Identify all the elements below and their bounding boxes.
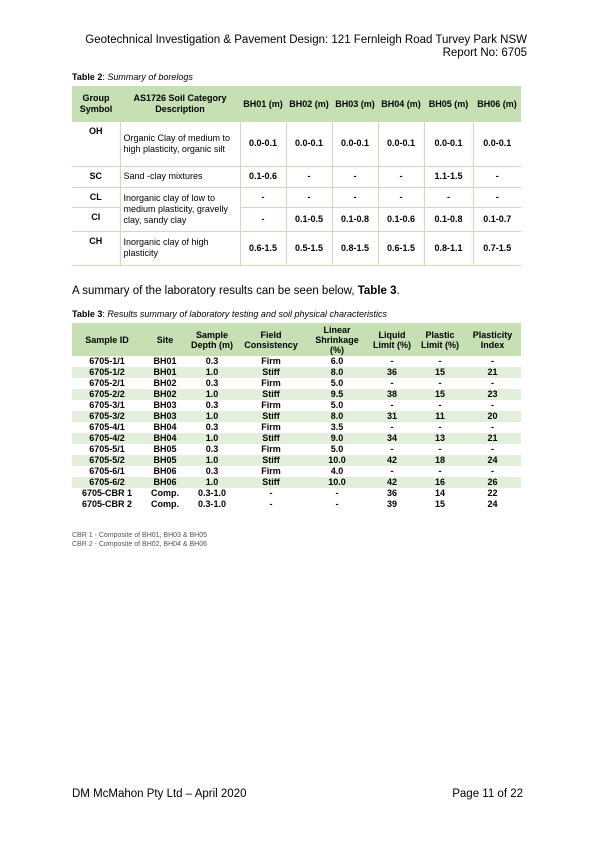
sample-id: 6705-5/2	[72, 455, 142, 466]
table-row	[72, 389, 521, 400]
sample-id: 6705-1/1	[89, 356, 125, 366]
field-consistency: -	[269, 488, 273, 498]
sample-depth: 0.3	[205, 444, 219, 454]
plasticity-index: 24	[487, 499, 498, 509]
table2-header: BH04 (m)	[378, 86, 424, 122]
borelog-summary-table	[72, 86, 521, 266]
linear-shrinkage: -	[335, 488, 339, 498]
liquid-limit: -	[390, 444, 394, 454]
depth-cell: 0.1-0.6	[240, 166, 286, 187]
sample-depth: 0.3-1.0	[197, 499, 227, 509]
table2-header: Group Symbol	[72, 86, 120, 122]
sample-id: 6705-2/1	[89, 378, 125, 388]
depth-cell: 0.0-0.1	[332, 122, 378, 166]
soil-description: Sand -clay mixtures	[120, 166, 240, 187]
site: BH04	[142, 433, 188, 444]
sample-id: 6705-5/1	[89, 444, 125, 454]
table3-header-row	[72, 323, 521, 356]
liquid-limit: -	[390, 422, 394, 432]
site: BH06	[153, 466, 177, 476]
soil-description: Inorganic clay of high plasticity	[120, 231, 240, 265]
plastic-limit: 15	[434, 499, 445, 509]
site: Comp.	[151, 488, 179, 498]
plasticity-index: 23	[464, 389, 521, 400]
sample-id: 6705-3/2	[72, 411, 142, 422]
depth-cell: -	[286, 166, 332, 187]
linear-shrinkage: 10.0	[306, 455, 368, 466]
plastic-limit: 14	[434, 488, 445, 498]
field-consistency: Firm	[261, 466, 281, 476]
depth-cell: -	[424, 187, 473, 207]
plastic-limit: 11	[416, 411, 464, 422]
depth-cell: 0.1-0.6	[378, 207, 424, 231]
depth-cell: -	[332, 166, 378, 187]
sample-depth: 0.3	[205, 422, 219, 432]
depth-cell: 0.8-1.1	[424, 231, 473, 265]
plastic-limit: -	[438, 422, 442, 432]
linear-shrinkage: 9.0	[306, 433, 368, 444]
table3-header: Field Consistency	[236, 323, 306, 356]
plasticity-index: -	[491, 422, 494, 432]
liquid-limit: -	[390, 378, 394, 388]
plasticity-index: -	[491, 466, 494, 476]
depth-cell: -	[332, 187, 378, 207]
table-row	[72, 378, 521, 389]
table2-header: BH03 (m)	[332, 86, 378, 122]
depth-cell: 0.0-0.1	[473, 122, 521, 166]
lab-results-table	[72, 323, 521, 510]
site: BH04	[153, 422, 177, 432]
sample-depth: 0.3	[205, 378, 219, 388]
table-row	[72, 187, 521, 207]
table3-caption: Table 3: Results summary of laboratory testing and soil physical characteristics	[72, 309, 387, 319]
plastic-limit: -	[438, 378, 442, 388]
report-title: Geotechnical Investigation & Pavement Design: 121 Fernleigh Road Turvey Park NSW	[85, 34, 527, 46]
page-number: Page 11 of 22	[452, 788, 523, 800]
table2-header: AS1726 Soil Category Description	[120, 86, 240, 122]
soil-description: Inorganic clay of low to medium plasticity, gravelly clay, sandy clay	[120, 187, 240, 231]
table2-header-row	[72, 86, 521, 122]
depth-cell: 0.6-1.5	[240, 231, 286, 265]
depth-cell: 0.6-1.5	[378, 231, 424, 265]
plastic-limit: -	[438, 356, 442, 366]
table-row	[72, 499, 521, 510]
plastic-limit: 18	[416, 455, 464, 466]
liquid-limit: 38	[368, 389, 416, 400]
depth-cell: -	[240, 187, 286, 207]
site: BH01	[142, 367, 188, 378]
depth-cell: -	[286, 187, 332, 207]
field-consistency: Stiff	[236, 455, 306, 466]
liquid-limit: -	[390, 356, 394, 366]
plasticity-index: 22	[487, 488, 498, 498]
sample-id: 6705-4/1	[89, 422, 125, 432]
plasticity-index: 26	[464, 477, 521, 488]
table3-header: Site	[142, 323, 188, 356]
plasticity-index: -	[491, 444, 494, 454]
table3-header: Plasticity Index	[464, 323, 521, 356]
table2-header: BH05 (m)	[424, 86, 473, 122]
liquid-limit: 42	[368, 477, 416, 488]
table-row	[72, 166, 521, 187]
group-symbol: SC	[72, 166, 120, 187]
table-row	[72, 477, 521, 488]
depth-cell: -	[378, 166, 424, 187]
table-row	[72, 411, 521, 422]
table-reference: Table 3	[357, 285, 397, 297]
depth-cell: 0.8-1.5	[332, 231, 378, 265]
group-symbol: CH	[72, 231, 120, 265]
linear-shrinkage: 4.0	[330, 466, 344, 476]
group-symbol: OH	[72, 122, 120, 166]
sample-depth: 1.0	[188, 433, 236, 444]
report-number: Report No: 6705	[442, 47, 527, 59]
group-symbol: CI	[72, 207, 120, 231]
sample-depth: 0.3	[205, 400, 219, 410]
footer-company: DM McMahon Pty Ltd – April 2020	[72, 788, 247, 800]
plastic-limit: 13	[416, 433, 464, 444]
linear-shrinkage: 10.0	[306, 477, 368, 488]
table-row	[72, 466, 521, 477]
table-row	[72, 400, 521, 411]
table-row	[72, 433, 521, 444]
liquid-limit: 34	[368, 433, 416, 444]
depth-cell: -	[473, 187, 521, 207]
linear-shrinkage: 8.0	[306, 411, 368, 422]
plasticity-index: 20	[464, 411, 521, 422]
sample-id: 6705-CBR 1	[81, 488, 133, 498]
depth-cell: 0.0-0.1	[240, 122, 286, 166]
table-row	[72, 444, 521, 455]
plastic-limit: 15	[416, 367, 464, 378]
sample-id: 6705-6/1	[89, 466, 125, 476]
field-consistency: Stiff	[236, 477, 306, 488]
table-row	[72, 367, 521, 378]
plasticity-index: 21	[464, 367, 521, 378]
depth-cell: 1.1-1.5	[424, 166, 473, 187]
field-consistency: -	[269, 499, 273, 509]
summary-paragraph: A summary of the laboratory results can be seen below, Table 3.	[72, 285, 400, 297]
plasticity-index: 21	[464, 433, 521, 444]
linear-shrinkage: -	[335, 499, 339, 509]
sample-id: 6705-3/1	[89, 400, 125, 410]
depth-cell: 0.1-0.8	[332, 207, 378, 231]
site: BH03	[142, 411, 188, 422]
plasticity-index: -	[491, 378, 494, 388]
table3-notes	[72, 531, 207, 549]
linear-shrinkage: 5.0	[330, 444, 344, 454]
table3-header: Linear Shrinkage (%)	[306, 323, 368, 356]
sample-depth: 0.3-1.0	[197, 488, 227, 498]
depth-cell: 0.1-0.5	[286, 207, 332, 231]
depth-cell: 0.1-0.8	[424, 207, 473, 231]
group-symbol: CL	[72, 187, 120, 207]
site: BH02	[142, 389, 188, 400]
liquid-limit: 36	[386, 488, 397, 498]
sample-depth: 1.0	[188, 411, 236, 422]
liquid-limit: -	[390, 400, 394, 410]
site: Comp.	[151, 499, 179, 509]
table2-header: BH06 (m)	[473, 86, 521, 122]
table2-caption: Table 2: Summary of borelogs	[72, 72, 193, 82]
sample-id: 6705-CBR 2	[81, 499, 133, 509]
table-row	[72, 356, 521, 367]
plasticity-index: -	[491, 400, 494, 410]
field-consistency: Stiff	[236, 411, 306, 422]
table2-header: BH01 (m)	[240, 86, 286, 122]
sample-depth: 0.3	[205, 356, 219, 366]
plastic-limit: -	[438, 444, 442, 454]
sample-id: 6705-4/2	[72, 433, 142, 444]
page-header	[85, 34, 527, 60]
depth-cell: -	[473, 166, 521, 187]
site: BH05	[153, 444, 177, 454]
table-row	[72, 488, 521, 499]
plasticity-index: 24	[464, 455, 521, 466]
soil-description: Organic Clay of medium to high plasticity, organic silt	[120, 122, 240, 166]
field-consistency: Stiff	[236, 367, 306, 378]
linear-shrinkage: 9.5	[306, 389, 368, 400]
depth-cell: 0.0-0.1	[286, 122, 332, 166]
sample-depth: 1.0	[188, 367, 236, 378]
linear-shrinkage: 5.0	[330, 400, 344, 410]
sample-id: 6705-2/2	[72, 389, 142, 400]
plasticity-index: -	[491, 356, 494, 366]
field-consistency: Stiff	[236, 433, 306, 444]
site: BH02	[153, 378, 177, 388]
liquid-limit: 39	[386, 499, 397, 509]
table3-header: Liquid Limit (%)	[368, 323, 416, 356]
depth-cell: -	[378, 187, 424, 207]
table3-header: Sample Depth (m)	[188, 323, 236, 356]
table-row	[72, 455, 521, 466]
cbr-note: CBR 2 - Composite of BH02, BH04 & BH06	[72, 541, 208, 548]
sample-depth: 1.0	[188, 477, 236, 488]
site: BH05	[142, 455, 188, 466]
table-row	[72, 122, 521, 166]
linear-shrinkage: 5.0	[330, 378, 344, 388]
depth-cell: 0.0-0.1	[424, 122, 473, 166]
sample-depth: 1.0	[188, 389, 236, 400]
site: BH03	[153, 400, 177, 410]
sample-depth: 0.3	[205, 466, 219, 476]
plastic-limit: -	[438, 400, 442, 410]
table3-header: Sample ID	[72, 323, 142, 356]
depth-cell: 0.0-0.1	[378, 122, 424, 166]
linear-shrinkage: 6.0	[330, 356, 344, 366]
field-consistency: Firm	[261, 422, 281, 432]
plastic-limit: -	[438, 466, 442, 476]
table-row	[72, 422, 521, 433]
field-consistency: Firm	[261, 378, 281, 388]
depth-cell: 0.7-1.5	[473, 231, 521, 265]
liquid-limit: 42	[368, 455, 416, 466]
sample-depth: 1.0	[188, 455, 236, 466]
liquid-limit: 36	[368, 367, 416, 378]
liquid-limit: 31	[368, 411, 416, 422]
linear-shrinkage: 3.5	[330, 422, 344, 432]
plastic-limit: 15	[416, 389, 464, 400]
cbr-note: CBR 1 - Composite of BH01, BH03 & BH05	[72, 532, 208, 539]
table-row	[72, 231, 521, 265]
site: BH01	[153, 356, 177, 366]
sample-id: 6705-1/2	[72, 367, 142, 378]
depth-cell: 0.1-0.7	[473, 207, 521, 231]
sample-id: 6705-6/2	[72, 477, 142, 488]
field-consistency: Firm	[261, 444, 281, 454]
depth-cell: -	[240, 207, 286, 231]
linear-shrinkage: 8.0	[306, 367, 368, 378]
site: BH06	[142, 477, 188, 488]
field-consistency: Firm	[261, 400, 281, 410]
liquid-limit: -	[390, 466, 394, 476]
plastic-limit: 16	[416, 477, 464, 488]
depth-cell: 0.5-1.5	[286, 231, 332, 265]
field-consistency: Firm	[261, 356, 281, 366]
field-consistency: Stiff	[236, 389, 306, 400]
table2-header: BH02 (m)	[286, 86, 332, 122]
table3-header: Plastic Limit (%)	[416, 323, 464, 356]
